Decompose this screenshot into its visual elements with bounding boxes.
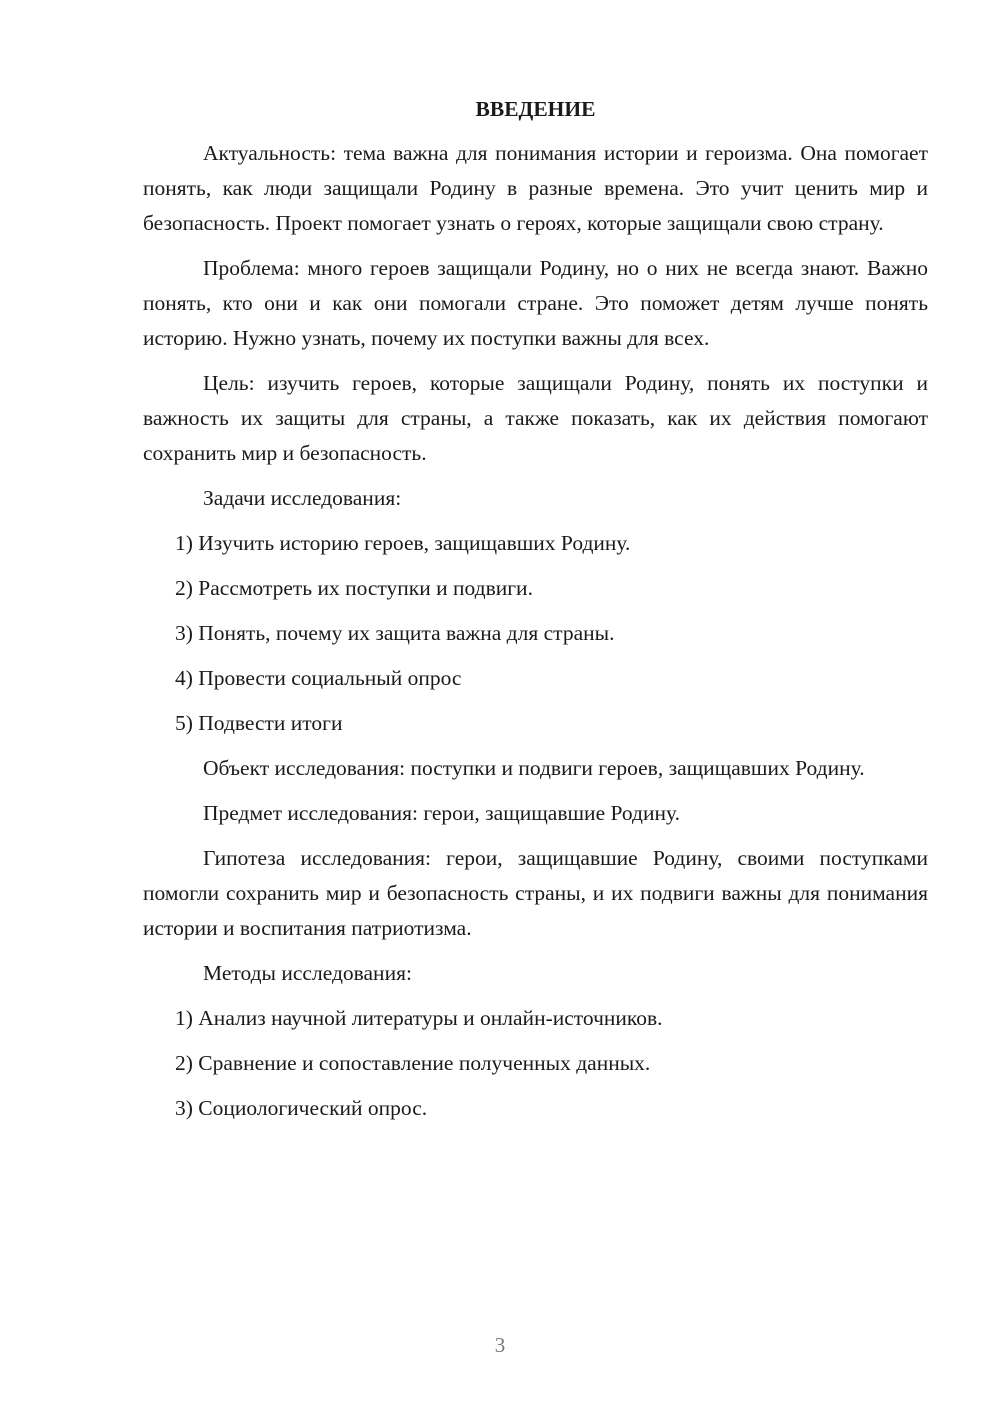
- problem-paragraph: Проблема: много героев защищали Родину, но о них не всегда знают. Важно понять, кто они и как они помогали стране. Это поможет детям лучше понять историю. Нужно узнать, почему их поступки важны для всех.: [143, 256, 928, 350]
- method-item: 3) Социологический опрос.: [175, 1096, 428, 1120]
- method-item: 2) Сравнение и сопоставление полученных данных.: [175, 1051, 651, 1075]
- task-item: 3) Понять, почему их защита важна для страны.: [175, 621, 615, 645]
- task-item: 1) Изучить историю героев, защищавших Родину.: [175, 531, 631, 555]
- page-title: ВВЕДЕНИЕ: [475, 97, 596, 121]
- tasks-heading: Задачи исследования:: [203, 486, 402, 510]
- subject-paragraph: Предмет исследования: герои, защищавшие Родину.: [203, 801, 680, 825]
- page-number: 3: [494, 1333, 506, 1357]
- relevance-paragraph: Актуальность: тема важна для понимания истории и героизма. Она помогает понять, как люди защищали Родину в разные времена. Это учит ценить мир и безопасность. Проект помогает узнать о героях, которые защищали свою страну.: [143, 141, 928, 235]
- task-item: 4) Провести социальный опрос: [175, 666, 462, 690]
- document-page: [143, 92, 928, 1136]
- task-item: 2) Рассмотреть их поступки и подвиги.: [175, 576, 533, 600]
- goal-paragraph: Цель: изучить героев, которые защищали Родину, понять их поступки и важность их защиты для страны, а также показать, как их действия помогают сохранить мир и безопасность.: [143, 371, 928, 465]
- hypothesis-paragraph: Гипотеза исследования: герои, защищавшие Родину, своими поступками помогли сохранить мир и безопасность страны, и их подвиги важны для понимания истории и воспитания патриотизма.: [143, 846, 928, 940]
- methods-heading: Методы исследования:: [203, 961, 412, 985]
- object-paragraph: Объект исследования: поступки и подвиги героев, защищавших Родину.: [203, 756, 865, 780]
- task-item: 5) Подвести итоги: [175, 711, 343, 735]
- method-item: 1) Анализ научной литературы и онлайн-источников.: [175, 1006, 663, 1030]
